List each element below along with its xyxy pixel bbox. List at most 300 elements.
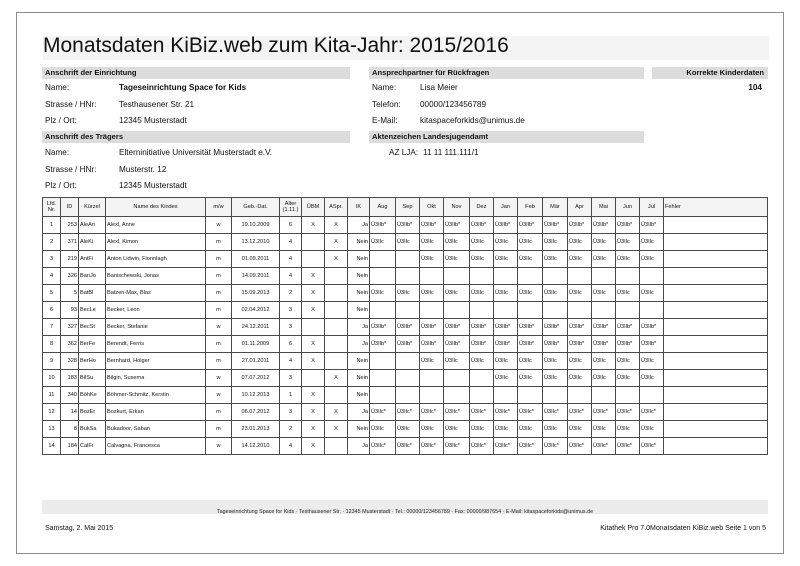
table-cell: CalFr xyxy=(79,438,106,455)
traeger-name: Elterninitiative Universität Musterstadt e.V. xyxy=(119,148,273,157)
table-cell: 10.12.2013 xyxy=(232,387,280,404)
table-cell xyxy=(664,387,768,404)
table-header-row xyxy=(43,198,768,217)
table-cell: Ü3Ilc xyxy=(470,353,494,370)
einrichtung-city-label: Plz / Ort: xyxy=(45,116,77,125)
table-cell: Ü3Ilb* xyxy=(470,217,494,234)
table-cell: Ü3Ilc xyxy=(592,370,616,387)
table-cell xyxy=(568,387,592,404)
traeger-name-label: Name: xyxy=(45,148,70,157)
table-cell: Ü3Ilc xyxy=(616,353,640,370)
table-cell: 4 xyxy=(280,353,302,370)
table-cell: Ü3Ilb* xyxy=(396,217,420,234)
table-cell: X xyxy=(302,336,325,353)
table-cell xyxy=(568,302,592,319)
table-cell: Ü3Ilc xyxy=(494,251,518,268)
table-cell: Ü3Ilc xyxy=(494,421,518,438)
table-cell xyxy=(420,387,444,404)
table-cell xyxy=(396,370,420,387)
table-cell: 4 xyxy=(280,251,302,268)
table-cell xyxy=(592,302,616,319)
table-cell: X xyxy=(302,404,325,421)
table-cell: Ü3Ilb* xyxy=(616,217,640,234)
table-cell: Ü3Ilb* xyxy=(494,319,518,336)
table-cell: 8 xyxy=(61,421,79,438)
contact-phone: 00000/123456789 xyxy=(420,100,487,109)
einrichtung-street: Testhausener Str. 21 xyxy=(119,100,195,109)
table-cell: X xyxy=(325,421,348,438)
table-cell xyxy=(420,268,444,285)
table-cell: Ü3Ilb* xyxy=(370,217,396,234)
table-cell: w xyxy=(206,370,232,387)
table-cell: Ü3Ilc xyxy=(470,251,494,268)
table-cell: m xyxy=(206,421,232,438)
kinderdaten-value: 104 xyxy=(748,83,762,92)
table-cell: Ü3Ilc xyxy=(640,370,664,387)
table-row xyxy=(43,387,768,404)
aktenzeichen-value: 11 11 111.111/1 xyxy=(423,148,479,157)
column-header: Mai xyxy=(592,198,616,217)
table-cell xyxy=(494,387,518,404)
table-cell: Ü3Ilb* xyxy=(444,336,470,353)
table-cell: 3 xyxy=(43,251,61,268)
table-cell xyxy=(470,370,494,387)
footer-date: Samstag, 2. Mai 2015 xyxy=(45,525,114,532)
table-cell: BerHo xyxy=(79,353,106,370)
table-cell: 19.10.2009 xyxy=(232,217,280,234)
table-cell: Ü3Ilc xyxy=(640,251,664,268)
traeger-street: Musterstr. 12 xyxy=(119,165,167,174)
table-cell: Nein xyxy=(348,421,370,438)
table-cell: 01.11.2009 xyxy=(232,336,280,353)
table-cell: Ü3Ilc xyxy=(494,353,518,370)
table-cell: Ü3Ilb* xyxy=(396,336,420,353)
table-cell: Ü3Ilc xyxy=(616,251,640,268)
table-cell xyxy=(370,353,396,370)
table-cell: Ü3Ilc* xyxy=(543,438,568,455)
table-cell xyxy=(444,370,470,387)
table-cell: Ü3Ilc xyxy=(494,370,518,387)
table-cell: 4 xyxy=(280,268,302,285)
table-cell: 07.07.2012 xyxy=(232,370,280,387)
table-cell: Calvagna, Francesca xyxy=(106,438,206,455)
table-cell: BöhKe xyxy=(79,387,106,404)
table-cell xyxy=(664,438,768,455)
table-cell: 02.04.2012 xyxy=(232,302,280,319)
table-cell: Batzen-Max, Blas xyxy=(106,285,206,302)
table-cell: X xyxy=(325,404,348,421)
contact-phone-label: Telefon: xyxy=(372,100,401,109)
table-cell xyxy=(664,319,768,336)
table-cell: 183 xyxy=(61,370,79,387)
table-cell xyxy=(444,387,470,404)
table-cell xyxy=(543,268,568,285)
table-cell: X xyxy=(302,438,325,455)
table-cell: Ü3Ilc* xyxy=(640,404,664,421)
table-cell xyxy=(592,387,616,404)
table-cell: X xyxy=(302,387,325,404)
table-cell: Ü3Ilc* xyxy=(470,404,494,421)
column-header: Jul xyxy=(640,198,664,217)
table-cell: X xyxy=(325,370,348,387)
table-cell: Alexl, Anne xyxy=(106,217,206,234)
table-cell: Banischewski, Jonas xyxy=(106,268,206,285)
table-cell: Ü3Ilc* xyxy=(592,438,616,455)
table-cell xyxy=(470,302,494,319)
table-cell xyxy=(494,268,518,285)
table-cell: Ü3Ilc xyxy=(640,285,664,302)
table-cell: w xyxy=(206,438,232,455)
table-cell: Ü3Ilc xyxy=(444,353,470,370)
column-header: Alter (1.11.) xyxy=(280,198,302,217)
table-cell: Böhmer-Schmitz, Kerstin xyxy=(106,387,206,404)
column-header: ÜBM xyxy=(302,198,325,217)
table-cell: Ü3Ilc xyxy=(568,370,592,387)
table-cell: BatBl xyxy=(79,285,106,302)
table-cell: Ü3Ilc xyxy=(592,421,616,438)
table-cell: Ü3Ilc xyxy=(568,421,592,438)
table-cell: Ü3Ilb* xyxy=(494,217,518,234)
table-cell: Ü3Ilc* xyxy=(444,438,470,455)
table-cell: Ü3Ilc* xyxy=(396,404,420,421)
table-cell: 2 xyxy=(43,234,61,251)
table-cell xyxy=(325,268,348,285)
table-cell: Ü3Ilc* xyxy=(568,438,592,455)
column-header: ASpr. xyxy=(325,198,348,217)
table-cell: 6 xyxy=(43,302,61,319)
table-cell: m xyxy=(206,268,232,285)
table-cell xyxy=(396,268,420,285)
table-cell: Ü3Ilb* xyxy=(518,319,543,336)
table-cell: Ü3Ilc xyxy=(370,285,396,302)
table-cell: Nein xyxy=(348,285,370,302)
table-cell: Ja xyxy=(348,438,370,455)
table-cell: Ü3Ilb* xyxy=(640,217,664,234)
traeger-city-label: Plz / Ort: xyxy=(45,181,77,190)
table-cell: Ü3Ilb* xyxy=(370,336,396,353)
column-header: Apr xyxy=(568,198,592,217)
table-cell: X xyxy=(302,268,325,285)
table-cell: Ü3Ilb* xyxy=(568,336,592,353)
table-cell: Ü3Ilc xyxy=(568,251,592,268)
table-cell xyxy=(616,302,640,319)
table-cell: 4 xyxy=(43,268,61,285)
table-cell: Ü3Ilc* xyxy=(396,438,420,455)
table-row xyxy=(43,319,768,336)
table-cell xyxy=(302,234,325,251)
column-header: Jan xyxy=(494,198,518,217)
table-cell: Ü3Ilc xyxy=(518,285,543,302)
table-cell: 1 xyxy=(280,387,302,404)
table-cell: X xyxy=(325,251,348,268)
table-cell xyxy=(592,268,616,285)
table-cell: Nein xyxy=(348,370,370,387)
table-cell: Ü3Ilb* xyxy=(543,336,568,353)
einrichtung-city: 12345 Musterstadt xyxy=(119,116,187,125)
table-cell: m xyxy=(206,285,232,302)
einrichtung-name: Tageseinrichtung Space for Kids xyxy=(119,83,247,92)
table-cell xyxy=(664,217,768,234)
column-header: Jun xyxy=(616,198,640,217)
table-cell xyxy=(396,302,420,319)
table-cell: Ü3Ilc xyxy=(396,285,420,302)
table-cell: Ü3Ilc* xyxy=(543,404,568,421)
table-cell xyxy=(302,370,325,387)
page-title: Monatsdaten KiBiz.web zum Kita-Jahr: 2015/2016 xyxy=(43,34,509,57)
table-cell: Ü3Ilc xyxy=(370,421,396,438)
table-cell: Ü3Ilc xyxy=(470,234,494,251)
table-cell: Ü3Ilc xyxy=(420,421,444,438)
table-cell: Ü3Ilb* xyxy=(592,336,616,353)
table-row xyxy=(43,285,768,302)
table-cell: 14 xyxy=(43,438,61,455)
column-header: Name des Kindes xyxy=(106,198,206,217)
table-cell xyxy=(325,319,348,336)
table-cell: Nein xyxy=(348,234,370,251)
table-cell: 3 xyxy=(280,404,302,421)
table-cell: Ü3Ilc xyxy=(543,234,568,251)
table-cell: X xyxy=(302,353,325,370)
table-cell xyxy=(664,285,768,302)
table-cell: 371 xyxy=(61,234,79,251)
aktenzeichen-header: Aktenzeichen Landesjugendamt xyxy=(369,131,644,143)
table-cell xyxy=(518,387,543,404)
table-cell: 93 xyxy=(61,302,79,319)
table-cell: Ü3Ilb* xyxy=(568,217,592,234)
table-cell: Ü3Ilc xyxy=(616,421,640,438)
table-cell xyxy=(640,387,664,404)
table-cell: Ü3Ilb* xyxy=(444,319,470,336)
table-cell: m xyxy=(206,336,232,353)
table-cell: w xyxy=(206,217,232,234)
table-cell: Ü3Ilb* xyxy=(420,319,444,336)
column-header: Sep xyxy=(396,198,420,217)
table-cell: Ü3Ilc xyxy=(396,234,420,251)
table-cell: Ü3Ilc xyxy=(592,251,616,268)
table-cell: X xyxy=(302,421,325,438)
table-cell xyxy=(543,387,568,404)
table-cell: Ü3Ilc xyxy=(420,251,444,268)
column-header: Lfd. Nr. xyxy=(43,198,61,217)
contact-header: Ansprechpartner für Rückfragen xyxy=(369,67,644,79)
footer-address: Tageseinrichtung Space for Kids · Testhausener Str. · 12345 Musterstadt · Tel.: 00000/123456789 · Fax: 00000/987654 · E-Mail: kitaspaceforkids@unimus.de xyxy=(216,509,594,515)
table-cell xyxy=(370,370,396,387)
table-cell: Ja xyxy=(348,404,370,421)
table-cell xyxy=(325,285,348,302)
table-cell: Ü3Ilc xyxy=(470,421,494,438)
table-cell: AntFi xyxy=(79,251,106,268)
table-cell: Becker, Stefanie xyxy=(106,319,206,336)
table-cell xyxy=(302,319,325,336)
table-cell xyxy=(420,302,444,319)
contact-name-label: Name: xyxy=(372,83,397,92)
table-cell: Ü3Ilc* xyxy=(370,438,396,455)
table-cell: AleAn xyxy=(79,217,106,234)
table-cell: Ü3Ilb* xyxy=(640,319,664,336)
column-header: ID xyxy=(61,198,79,217)
traeger-street-label: Strasse / HNr: xyxy=(45,165,97,174)
table-cell: 4 xyxy=(280,234,302,251)
table-cell: 8 xyxy=(43,336,61,353)
table-cell: 253 xyxy=(61,217,79,234)
table-cell: 2 xyxy=(280,421,302,438)
column-header: Geb.-Dat. xyxy=(232,198,280,217)
table-cell: BerFe xyxy=(79,336,106,353)
table-cell: Ü3Ilb* xyxy=(568,319,592,336)
table-cell: 01.09.2011 xyxy=(232,251,280,268)
table-cell: Berendt, Ferris xyxy=(106,336,206,353)
traeger-city: 12345 Musterstadt xyxy=(119,181,187,190)
table-cell: Ü3Ilc xyxy=(543,370,568,387)
table-cell: Ü3Ilc xyxy=(494,285,518,302)
table-cell xyxy=(325,438,348,455)
traeger-header: Anschrift des Trägers xyxy=(42,131,350,143)
table-cell: Ü3Ilc xyxy=(494,234,518,251)
table-cell: Ü3Ilc xyxy=(518,353,543,370)
table-cell xyxy=(494,302,518,319)
table-cell: Ü3Ilc xyxy=(640,421,664,438)
table-cell: Ü3Ilc* xyxy=(444,404,470,421)
table-cell: Ü3Ilb* xyxy=(518,336,543,353)
table-cell: 2 xyxy=(280,285,302,302)
table-cell: Ü3Ilb* xyxy=(420,336,444,353)
table-cell: 326 xyxy=(61,268,79,285)
table-cell: X xyxy=(325,234,348,251)
table-cell: BukSa xyxy=(79,421,106,438)
contact-email: kitaspaceforkids@unimus.de xyxy=(420,116,525,125)
table-cell: BecLe xyxy=(79,302,106,319)
table-cell: m xyxy=(206,353,232,370)
table-cell xyxy=(470,268,494,285)
table-cell: Ü3Ilb* xyxy=(518,217,543,234)
table-row xyxy=(43,251,768,268)
table-cell xyxy=(664,421,768,438)
column-header: Okt xyxy=(420,198,444,217)
table-cell: Nein xyxy=(348,387,370,404)
table-cell: Ü3Ilb* xyxy=(420,217,444,234)
table-row xyxy=(43,234,768,251)
table-cell: Ü3Ilc xyxy=(640,353,664,370)
einrichtung-header: Anschrift der Einrichtung xyxy=(42,67,350,79)
table-cell xyxy=(664,251,768,268)
table-cell: Ü3Ilc xyxy=(592,353,616,370)
table-cell: w xyxy=(206,387,232,404)
table-cell xyxy=(543,302,568,319)
column-header: Dez xyxy=(470,198,494,217)
table-cell: Ü3Ilc xyxy=(616,234,640,251)
column-header: Mär xyxy=(543,198,568,217)
table-cell: Ü3Ilc xyxy=(420,353,444,370)
table-cell: Ja xyxy=(348,217,370,234)
table-cell: 10 xyxy=(43,370,61,387)
table-cell: Ü3Ilb* xyxy=(592,319,616,336)
table-cell: Ü3Ilc xyxy=(616,285,640,302)
table-cell: Ü3Ilc xyxy=(568,234,592,251)
table-cell: Ü3Ilb* xyxy=(444,217,470,234)
table-cell: 15.09.2013 xyxy=(232,285,280,302)
table-cell: 5 xyxy=(43,285,61,302)
footer-page: Kitathek Pro 7.0Monatsdaten KiBiz.web Seite 1 von 5 xyxy=(600,525,766,532)
table-cell: 14.09.2011 xyxy=(232,268,280,285)
table-cell: Ü3Ilc xyxy=(543,353,568,370)
table-cell: m xyxy=(206,251,232,268)
column-header: Nov xyxy=(444,198,470,217)
table-row xyxy=(43,353,768,370)
table-cell: Ü3Ilc* xyxy=(640,438,664,455)
table-cell: Ü3Ilc xyxy=(420,285,444,302)
table-cell: Ü3Ilb* xyxy=(616,336,640,353)
table-cell xyxy=(640,268,664,285)
table-cell: Ü3Ilc xyxy=(518,251,543,268)
table-cell: 6 xyxy=(280,336,302,353)
table-cell: 13 xyxy=(43,421,61,438)
table-cell xyxy=(325,353,348,370)
table-cell: Ü3Ilc* xyxy=(370,404,396,421)
table-cell: 23.01.2013 xyxy=(232,421,280,438)
column-header: Aug xyxy=(370,198,396,217)
table-row xyxy=(43,336,768,353)
table-cell: BilSu xyxy=(79,370,106,387)
table-cell: Ü3Ilc* xyxy=(518,404,543,421)
table-cell xyxy=(664,234,768,251)
einrichtung-name-label: Name: xyxy=(45,83,70,92)
contact-name: Lisa Meier xyxy=(420,83,458,92)
table-cell xyxy=(518,302,543,319)
table-cell: 14.12.2010 xyxy=(232,438,280,455)
column-header: m/w xyxy=(206,198,232,217)
table-cell: Ü3Ilc xyxy=(543,251,568,268)
table-cell: Nein xyxy=(348,251,370,268)
table-cell: 14 xyxy=(61,404,79,421)
table-cell: 362 xyxy=(61,336,79,353)
table-cell: Ü3Ilb* xyxy=(494,336,518,353)
table-cell: 4 xyxy=(280,438,302,455)
table-cell: Ü3Ilc xyxy=(592,234,616,251)
table-cell: Ü3Ilc xyxy=(396,421,420,438)
table-cell: Ü3Ilc xyxy=(518,370,543,387)
table-cell: Ü3Ilc xyxy=(568,353,592,370)
table-cell: BozEr xyxy=(79,404,106,421)
table-cell xyxy=(616,268,640,285)
table-cell xyxy=(370,387,396,404)
table-cell: Ü3Ilb* xyxy=(470,336,494,353)
table-cell: Ü3Ilb* xyxy=(640,336,664,353)
table-cell: X xyxy=(302,285,325,302)
table-cell xyxy=(325,336,348,353)
table-cell: X xyxy=(302,302,325,319)
table-cell: Ü3Ilc xyxy=(444,234,470,251)
table-cell xyxy=(444,268,470,285)
table-cell: Ü3Ilc* xyxy=(494,438,518,455)
table-cell xyxy=(640,302,664,319)
table-cell xyxy=(325,302,348,319)
table-cell: 184 xyxy=(61,438,79,455)
table-cell xyxy=(396,387,420,404)
table-cell: Ü3Ilc xyxy=(444,421,470,438)
table-row xyxy=(43,302,768,319)
table-cell: Ü3Ilc* xyxy=(518,438,543,455)
table-row xyxy=(43,370,768,387)
table-cell: AleKi xyxy=(79,234,106,251)
kinderdaten-header: Korrekte Kinderdaten xyxy=(652,67,768,79)
table-cell: m xyxy=(206,404,232,421)
table-cell: Ü3Ilb* xyxy=(616,319,640,336)
table-cell: Ü3Ilb* xyxy=(370,319,396,336)
table-cell: Ü3Ilc* xyxy=(616,404,640,421)
table-cell: Ü3Ilc* xyxy=(470,438,494,455)
table-cell: Ü3Ilc xyxy=(568,285,592,302)
table-cell xyxy=(664,370,768,387)
